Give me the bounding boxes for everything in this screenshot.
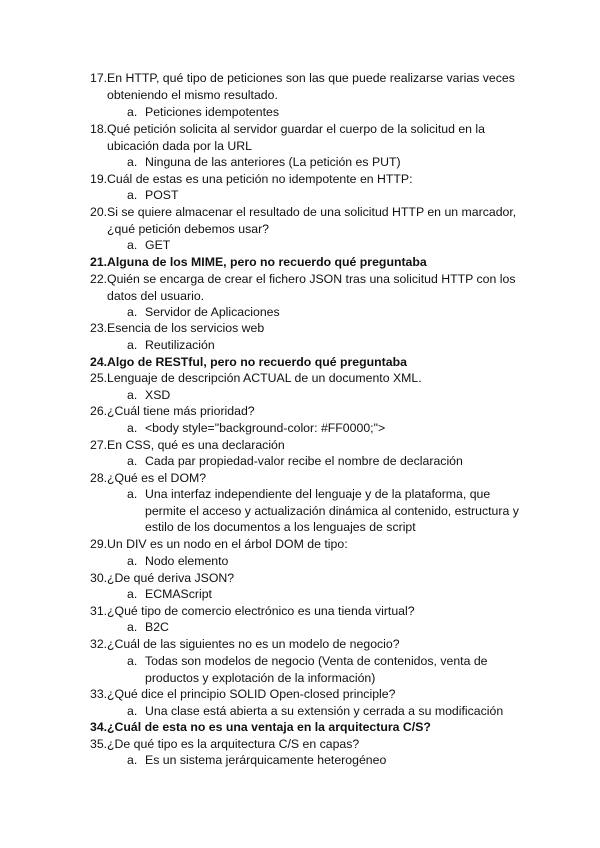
- answer-22: a. Servidor de Aplicaciones: [127, 305, 280, 319]
- question-26: 26. ¿Cuál tiene más prioridad?: [90, 404, 255, 418]
- question-19: 19. Cuál de estas es una petición no idempotente en HTTP:: [90, 172, 413, 186]
- question-20: 20. Si se quiere almacenar el resultado de una solicitud HTTP en un marcador, ¿qué petición debemos usar?: [90, 205, 517, 236]
- answer-17: a. Peticiones idempotentes: [127, 105, 279, 119]
- answer-31: a. B2C: [127, 620, 169, 634]
- answer-35: a. Es un sistema jerárquicamente heterogéneo: [127, 753, 387, 767]
- answer-20: a. GET: [127, 238, 171, 252]
- answer-23: a. Reutilización: [127, 338, 215, 352]
- question-30: 30. ¿De qué deriva JSON?: [90, 571, 235, 585]
- question-31: 31. ¿Qué tipo de comercio electrónico es una tienda virtual?: [90, 604, 415, 618]
- question-23: 23. Esencia de los servicios web: [90, 321, 265, 335]
- answer-32: a. Todas son modelos de negocio (Venta de contenidos, venta de productos y explotación de la información): [127, 654, 488, 685]
- question-25: 25. Lenguaje de descripción ACTUAL de un documento XML.: [90, 371, 422, 385]
- answer-30: a. ECMAScript: [127, 587, 212, 601]
- answer-28: a. Una interfaz independiente del lenguaje y de la plataforma, que permite el acceso y actualización dinámica al contenido, estructura y estilo de los documentos a los lenguajes de script: [127, 487, 519, 535]
- question-22: 22. Quién se encarga de crear el fichero JSON tras una solicitud HTTP con los datos del usuario.: [90, 272, 516, 303]
- question-34: 34. ¿Cuál de esta no es una ventaja en la arquitectura C/S?: [90, 720, 431, 734]
- answer-25: a. XSD: [127, 388, 171, 402]
- question-27: 27. En CSS, qué es una declaración: [90, 438, 285, 452]
- question-21: 21. Alguna de los MIME, pero no recuerdo qué preguntaba: [90, 255, 427, 269]
- answer-19: a. POST: [127, 188, 179, 202]
- answer-27: a. Cada par propiedad-valor recibe el nombre de declaración: [127, 454, 463, 468]
- question-33: 33. ¿Qué dice el principio SOLID Open-closed principle?: [90, 687, 396, 701]
- question-35: 35. ¿De qué tipo es la arquitectura C/S en capas?: [90, 737, 360, 751]
- question-29: 29. Un DIV es un nodo en el árbol DOM de tipo:: [90, 537, 348, 551]
- answer-26: a. <body style="background-color: #FF0000;">: [127, 421, 386, 435]
- question-28: 28. ¿Qué es el DOM?: [90, 471, 207, 485]
- question-17: 17. En HTTP, qué tipo de peticiones son las que puede realizarse varias veces obteniendo el mismo resultado.: [90, 71, 515, 102]
- question-24: 24. Algo de RESTful, pero no recuerdo qué preguntaba: [90, 355, 407, 369]
- question-32: 32. ¿Cuál de las siguientes no es un modelo de negocio?: [90, 637, 400, 651]
- answer-29: a. Nodo elemento: [127, 554, 229, 568]
- question-18: 18. Qué petición solicita al servidor guardar el cuerpo de la solicitud en la ubicación dada por la URL: [90, 122, 485, 153]
- answer-33: a. Una clase está abierta a su extensión y cerrada a su modificación: [127, 704, 504, 718]
- answer-18: a. Ninguna de las anteriores (La petición es PUT): [127, 155, 401, 169]
